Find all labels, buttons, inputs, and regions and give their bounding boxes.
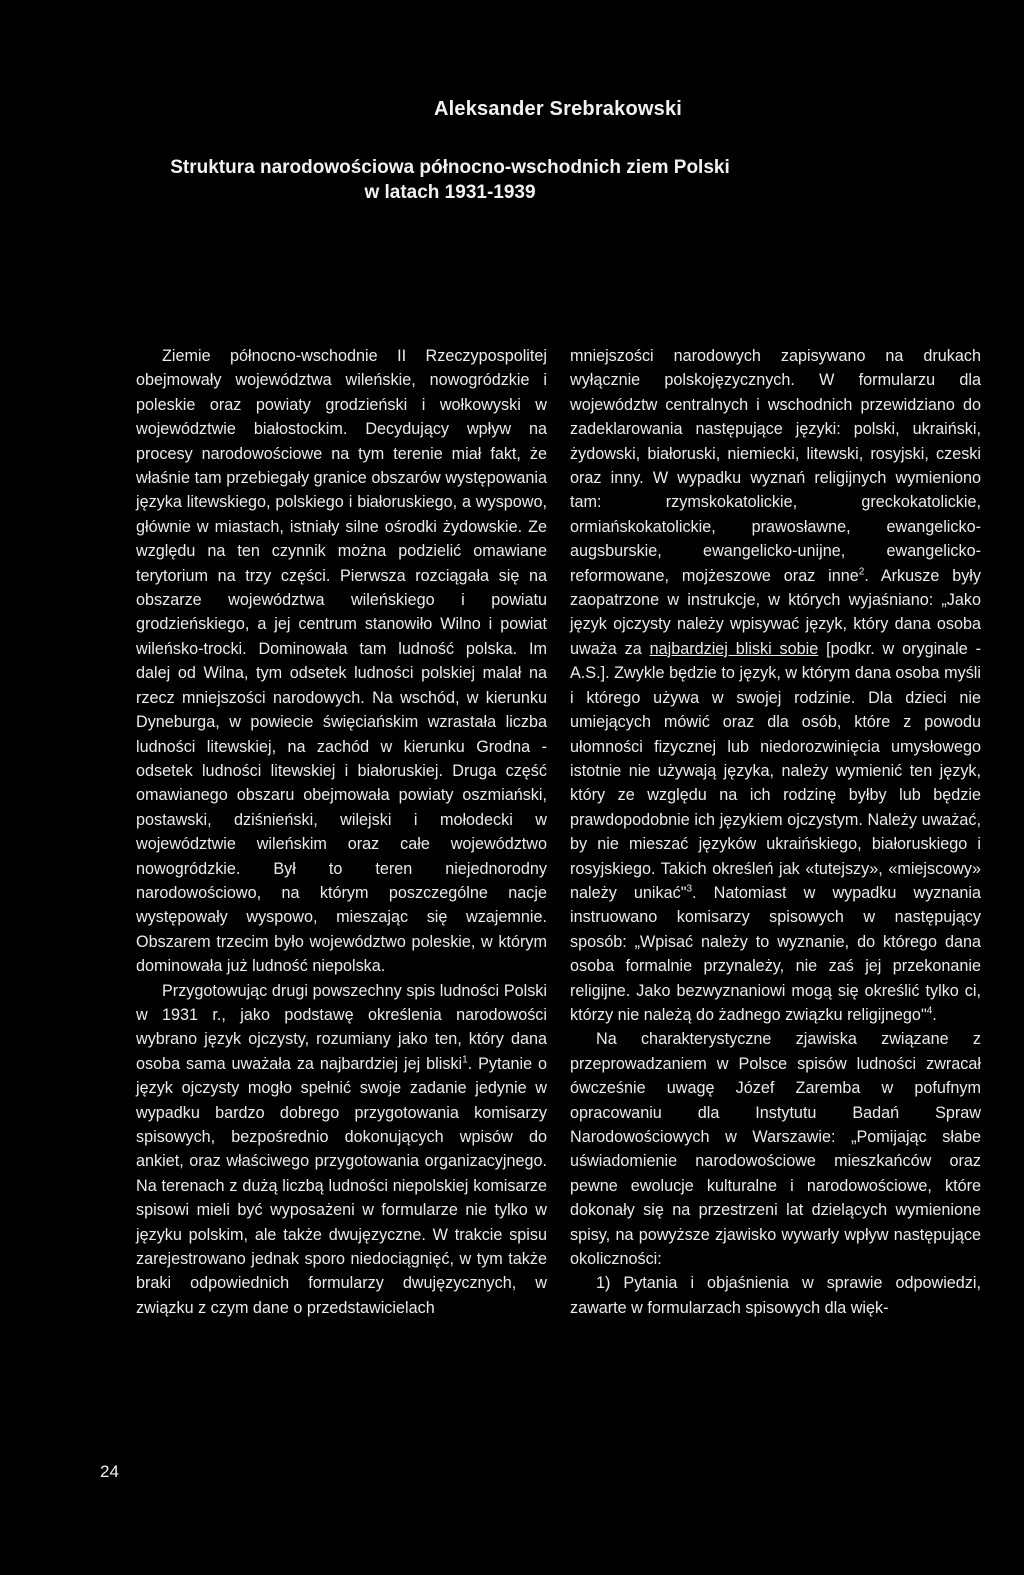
- author-name: Aleksander Srebrakowski: [433, 98, 683, 120]
- paragraph: 1) Pytania i objaśnienia w sprawie odpowiedzi, zawarte w formularzach spisowych dla więk-: [570, 1274, 981, 1317]
- paragraph-text: . Natomiast w wypadku wyznania instruowano komisarzy spisowych w następujący sposób: „Wpisać należy to wyznanie, do którego dana osoba formalnie przynależy, nie zaś jej przekonanie religijne. Jako bezwyznaniowi mogą się określić tylko ci, którzy nie należą do żadnego związku religijnego": [570, 883, 981, 1024]
- footnote-marker: 1: [462, 1054, 468, 1066]
- paragraph-text: mniejszości narodowych zapisywano na drukach wyłącznie polskojęzycznych. W formularzu dla województw centralnych i wschodnich przewidziano do zadeklarowania następujące języki: polski, ukraiński, żydowski, białoruski, niemiecki, litewski, rosyjski, czeski oraz inny. W wypadku wyznań religijnych wymieniono tam: rzymskokatolickie, greckokatolickie, ormiańskokatolickie, prawosławne, ewangelicko-augsburskie, ewangelicko-unijne, ewangelicko-reformowane, mojżeszowe oraz inne: [570, 347, 981, 585]
- title-line-1: Struktura narodowościowa północno-wschodnich ziem Polski: [170, 157, 730, 178]
- page-number: 24: [100, 1462, 119, 1481]
- paragraph: [570, 344, 981, 1027]
- right-text-column: [570, 344, 981, 1320]
- article-title: [0, 155, 900, 205]
- paragraph: Na charakterystyczne zjawiska związane z przeprowadzaniem w Polsce spisów ludności zwracał ówcześnie uwagę Józef Zaremba w pofufnym opracowaniu dla Instytutu Badań Spraw Narodowościowych w Warszawie: „Pomijając słabe uświadomienie narodowościowe mieszkańców oraz pewne ewolucje kulturalne i narodowościowe, które dokonały się na przestrzeni lat dzielących wymienione spisy, na powyższe zjawisko wywarły wpływ następujące okoliczności:: [570, 1030, 981, 1269]
- paragraph: [136, 979, 547, 1321]
- paragraph-text: .: [932, 1005, 937, 1024]
- underlined-emphasis: najbardziej bliski sobie: [649, 639, 819, 658]
- paragraph-text: Przygotowując drugi powszechny spis ludności Polski w 1931 r., jako podstawę określenia narodowości wybrano język ojczysty, rozumiany jako ten, który dana osoba sama uważała za najbardziej jej bliski: [136, 981, 547, 1073]
- left-text-column: [136, 344, 547, 1320]
- footnote-marker: 4: [926, 1005, 933, 1017]
- paragraph-text: [podkr. w oryginale - A.S.]. Zwykle będzie to język, w którym dana osoba myśli i którego używa w swojej rodzinie. Dla dzieci nie umiejących mówić oraz dla osób, które z powodu ułomności fizycznej lub niedorozwinięcia umysłowego istotnie nie używają języka, należy wymienić ten język, który ze względu na ich rodzinę byłby lub będzie prawdopodobnie ich językiem ojczystym. Należy uważać, by nie mieszać języków ukraińskiego, białoruskiego i rosyjskiego. Takich określeń jak «tutejszy», «miejscowy» należy unikać": [570, 639, 982, 902]
- footnote-marker: 3: [686, 883, 693, 895]
- paragraph-text: . Pytanie o język ojczysty mogło spełnić swoje zadanie jedynie w wypadku bardzo dobrego przygotowania komisarzy spisowych, bezpośrednio dokonujących wpisów do ankiet, oraz właściwego przygotowania organizacyjnego. Na terenach z dużą liczbą ludności niepolskiej komisarze spisowi mieli być wyposażeni w formularze nie tylko w języku polskim, ale także dwujęzyczne. W trakcie spisu zarejestrowano jednak sporo niedociągnięć, w tym także braki odpowiednich formularzy dwujęzycznych, w związku z czym dane o przedstawicielach: [136, 1054, 547, 1317]
- paragraph-text: . Arkusze były zaopatrzone w instrukcje, w których wyjaśniano: „Jako język ojczysty należy wpisywać język, który dana osoba uważa za: [570, 566, 981, 658]
- title-line-2: w latach 1931-1939: [364, 182, 536, 203]
- paragraph: Ziemie północno-wschodnie II Rzeczypospolitej obejmowały województwa wileńskie, nowogródzkie i poleskie oraz powiaty grodzieński i wołkowyski w województwie białostockim. Decydujący wpływ na procesy narodowościowe na tym terenie miał fakt, że właśnie tam przebiegały granice obszarów występowania języka litewskiego, polskiego i białoruskiego, a wyspowo, głównie w miastach, istniały silne ośrodki żydowskie. Ze względu na ten czynnik można podzielić omawiane terytorium na trzy części. Pierwsza rozciągała się na obszarze województwa wileńskiego i powiatu grodzieńskiego, a jej centrum stanowiło Wilno i powiat wileńsko-trocki. Dominowała tam ludność polska. Im dalej od Wilna, tym odsetek ludności polskiej malał na rzecz mniejszości narodowych. Na wschód, w kierunku Dyneburga, w powiecie święciańskim wzrastała liczba ludności litewskiej, na zachód w kierunku Grodna - odsetek ludności litewskiej i białoruskiej. Druga część omawianego obszaru obejmowała powiaty oszmiański, postawski, dziśnieński, wilejski i mołodecki w województwie wileńskim oraz całe województwo nowogródzkie. Był to teren niejednorodny narodowościowo, na którym poszczególne nacje występowały wyspowo, mieszając się wzajemnie. Obszarem trzecim było województwo poleskie, w którym dominowała już ludność niepolska.: [136, 347, 547, 976]
- footnote-marker: 2: [858, 566, 865, 578]
